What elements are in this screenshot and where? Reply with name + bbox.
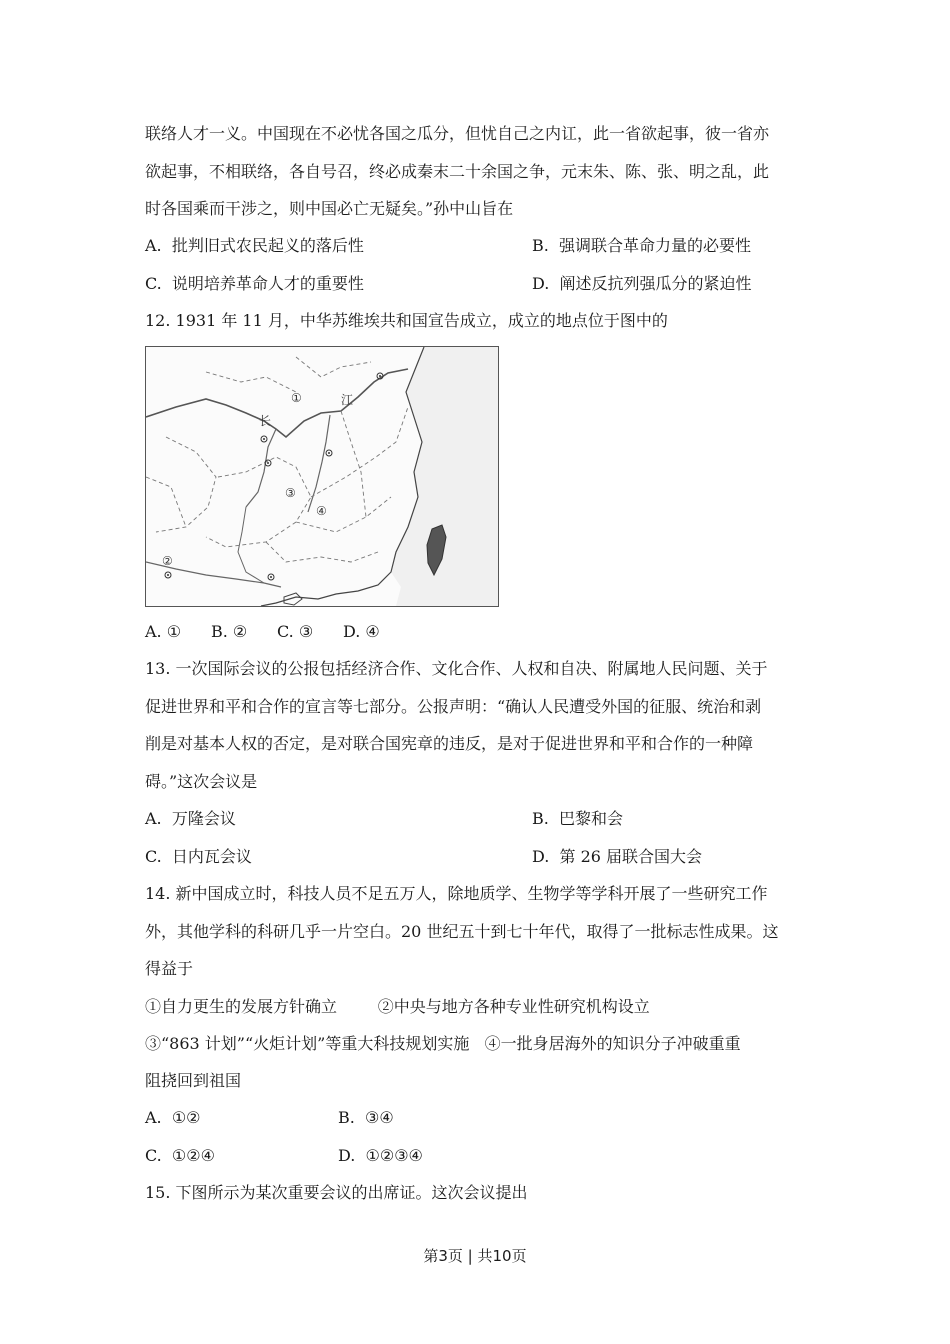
q14-option-c: C. ①②④ <box>145 1146 215 1165</box>
map-label-chang: 长 <box>259 414 272 428</box>
q15-stem: 15. 下图所示为某次重要会议的出席证。这次会议提出 <box>145 1183 528 1202</box>
q11-line-1: 联络人才一义。中国现在不必忧各国之瓜分，但忧自己之内讧，此一省欲起事，彼一省亦 <box>145 124 770 143</box>
china-southeast-map <box>145 346 499 607</box>
q11-option-d: D. 阐述反抗列强瓜分的紧迫性 <box>532 274 752 293</box>
q11-option-b: B. 强调联合革命力量的必要性 <box>532 236 752 255</box>
q13-line-1: 13. 一次国际会议的公报包括经济合作、文化合作、人权和自决、附属地人民问题、关于 <box>145 659 768 678</box>
q14-line-1: 14. 新中国成立时，科技人员不足五万人，除地质学、生物学等学科开展了一些研究工作 <box>145 884 768 903</box>
q13-option-d: D. 第 26 届联合国大会 <box>532 847 703 866</box>
map-label-2: ② <box>162 554 173 568</box>
q14-line-5: ③“863 计划”“火炬计划”等重大科技规划实施 ④一批身居海外的知识分子冲破重重 <box>145 1034 741 1053</box>
q11-line-3: 时各国乘而干涉之，则中国必亡无疑矣。”孙中山旨在 <box>145 199 514 218</box>
q13-line-4: 碍。”这次会议是 <box>145 772 258 791</box>
q14-line-3: 得益于 <box>145 959 194 978</box>
q14-option-b: B. ③④ <box>338 1108 394 1127</box>
q14-option-d: D. ①②③④ <box>338 1146 423 1165</box>
map-label-1: ① <box>291 391 302 405</box>
q13-line-3: 削是对基本人权的否定，是对联合国宪章的违反，是对于促进世界和平和合作的一种障 <box>145 734 754 753</box>
q12-option-b: B. ② <box>211 622 248 641</box>
q11-option-a: A. 批判旧式农民起义的落后性 <box>145 236 364 255</box>
map-label-3: ③ <box>285 486 296 500</box>
q14-line-4: ①自力更生的发展方针确立 ②中央与地方各种专业性研究机构设立 <box>145 997 650 1016</box>
q12-option-a: A. ① <box>145 622 182 641</box>
q12-option-d: D. ④ <box>343 622 380 641</box>
q13-option-a: A. 万隆会议 <box>145 809 236 828</box>
q14-line-6: 阻挠回到祖国 <box>145 1071 242 1090</box>
q11-option-c: C. 说明培养革命人才的重要性 <box>145 274 364 293</box>
map-label-jiang: 江 <box>341 393 354 407</box>
q12-option-c: C. ③ <box>277 622 314 641</box>
q14-line-2: 外，其他学科的科研几乎一片空白。20 世纪五十到七十年代，取得了一批标志性成果。这 <box>145 922 779 941</box>
q13-option-c: C. 日内瓦会议 <box>145 847 252 866</box>
map-label-4: ④ <box>316 504 327 518</box>
q14-option-a: A. ①② <box>145 1108 201 1127</box>
q11-line-2: 欲起事，不相联络，各自号召，终必成秦末二十余国之争，元末朱、陈、张、明之乱，此 <box>145 162 770 181</box>
q13-option-b: B. 巴黎和会 <box>532 809 624 828</box>
map-figure <box>146 347 498 606</box>
q13-line-2: 促进世界和平和合作的宣言等七部分。公报声明：“确认人民遭受外国的征服、统治和剥 <box>145 697 762 716</box>
q12-stem: 12. 1931 年 11 月，中华苏维埃共和国宣告成立，成立的地点位于图中的 <box>145 311 668 330</box>
page-footer: 第3页 | 共10页 <box>423 1247 527 1265</box>
